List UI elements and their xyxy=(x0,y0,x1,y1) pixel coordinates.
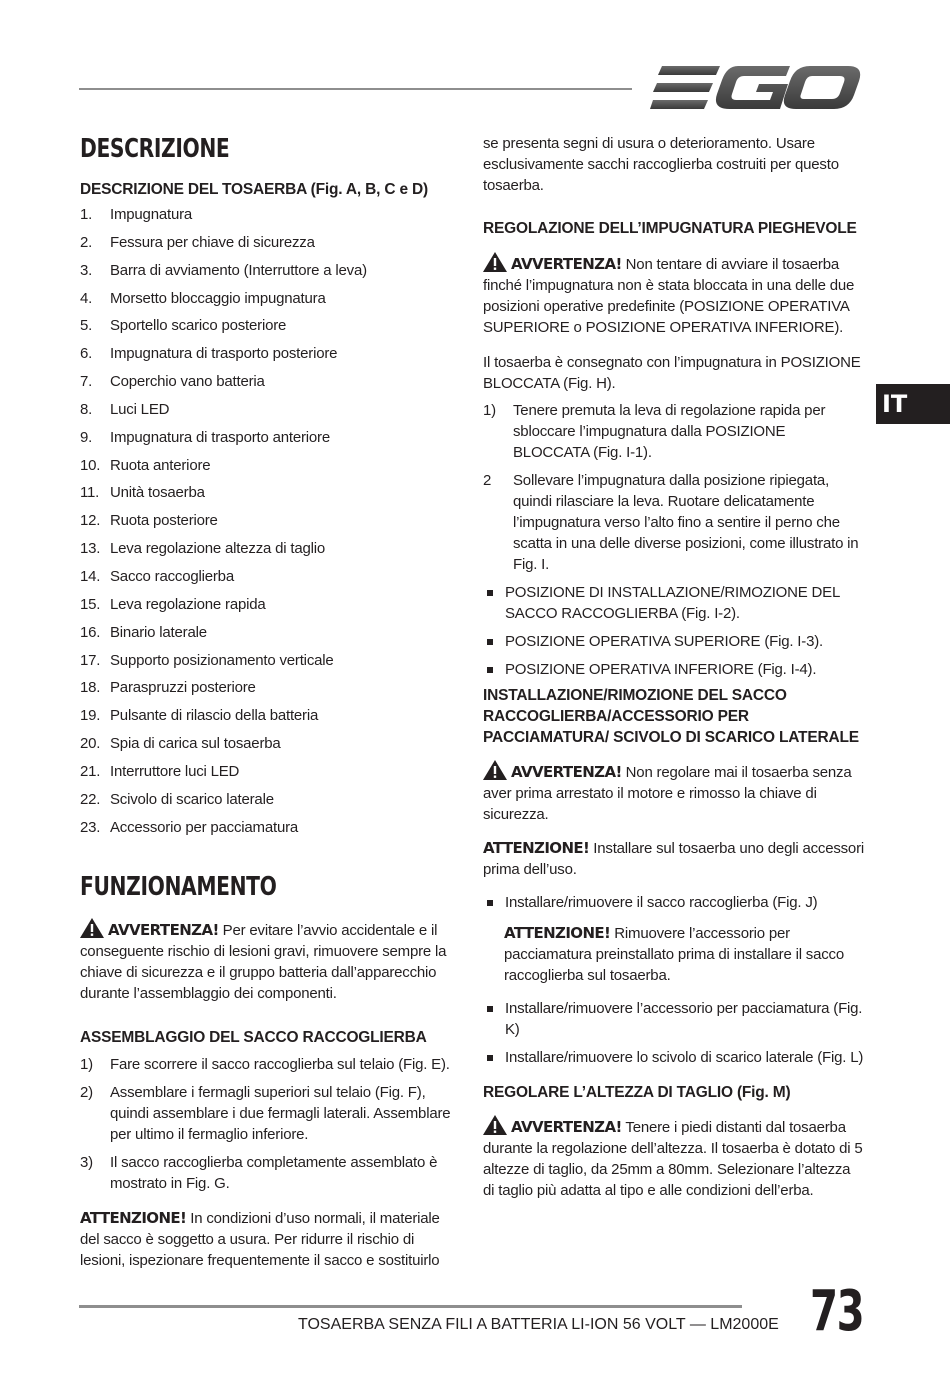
caution-paragraph: ATTENZIONE! In condizioni d’uso normali, il materiale del sacco è soggetto a usura. Per ridurre il rischio di lesioni, ispezionare frequentemente il sacco e sostituirlo xyxy=(80,1209,440,1270)
list-item: 6. Impugnatura di trasporto posteriore xyxy=(80,345,338,363)
parts-list xyxy=(80,204,458,844)
subtitle-altezza-taglio: REGOLARE L’ALTEZZA DI TAGLIO (Fig. M) xyxy=(483,1084,791,1101)
list-item: 1. Impugnatura xyxy=(80,206,193,223)
warning-paragraph: AVVERTENZA! Non tentare di avviare il tosaerba finché l’impugnatura non è stata bloccata in una delle due posizioni operative predefinite (POSIZIONE OPERATIVA SUPERIORE o POSIZIONE OPERATIVA INFERIORE). xyxy=(483,252,865,338)
warning-triangle-icon xyxy=(80,918,104,938)
list-item: 2. Fessura per chiave di sicurezza xyxy=(80,233,315,251)
list-item: 1) Fare scorrere il sacco raccoglierba sul telaio (Fig. E). xyxy=(80,1056,450,1074)
subtitle-installazione: INSTALLAZIONE/RIMOZIONE DEL SACCO RACCOGLIERBA/ACCESSORIO PER PACCIAMATURA/ SCIVOLO DI SCARICO LATERALE xyxy=(483,687,859,746)
list-item: 1) Tenere premuta la leva di regolazione rapida per sbloccare l’impugnatura dalla POSIZIONE BLOCCATA (Fig. I-1). xyxy=(483,402,826,461)
right-column xyxy=(483,133,865,1201)
caution-paragraph: ATTENZIONE! Rimuovere l’accessorio per pacciamatura preinstallato prima di installare il sacco raccoglierba sul tosaerba. xyxy=(504,924,844,984)
subtitle-descrizione-tosaerba: DESCRIZIONE DEL TOSAERBA (Fig. A, B, C e D) xyxy=(80,181,428,198)
list-item: 10. Ruota anteriore xyxy=(80,456,211,474)
list-item: Installare/rimuovere l’accessorio per pacciamatura (Fig. K) xyxy=(483,998,865,1040)
bullet-square-icon xyxy=(487,590,493,596)
footer-rule xyxy=(79,1305,742,1308)
list-item: 7. Coperchio vano batteria xyxy=(80,373,265,391)
warning-paragraph: AVVERTENZA! Non regolare mai il tosaerba senza aver prima arrestato il motore e rimosso la chiave di sicurezza. xyxy=(483,760,865,825)
install-bullets xyxy=(483,998,865,1068)
list-item: 2) Assemblare i fermagli superiori sul telaio (Fig. F), quindi assemblare i due fermagli laterali. Assemblare per ultimo il fermaglio inferiore. xyxy=(80,1084,451,1144)
section-title-descrizione: DESCRIZIONE xyxy=(80,134,230,164)
list-item: Installare/rimuovere il sacco raccoglierba (Fig. J) xyxy=(483,892,865,913)
list-item: 9. Impugnatura di trasporto anteriore xyxy=(80,428,330,446)
header-rule xyxy=(79,88,632,90)
list-item: 19. Pulsante di rilascio della batteria xyxy=(80,707,319,725)
warning-triangle-icon xyxy=(483,252,507,272)
list-item: 5. Sportello scarico posteriore xyxy=(80,317,287,335)
subtitle-assemblaggio: ASSEMBLAGGIO DEL SACCO RACCOGLIERBA xyxy=(80,1029,427,1047)
warning-triangle-icon xyxy=(483,1115,507,1135)
handle-intro: Il tosaerba è consegnato con l’impugnatura in POSIZIONE BLOCCATA (Fig. H). xyxy=(483,354,861,392)
subtitle-impugnatura-pieghevole: REGOLAZIONE DELL’IMPUGNATURA PIEGHEVOLE xyxy=(483,220,857,237)
language-tab: IT xyxy=(876,384,950,424)
handle-steps xyxy=(483,400,865,575)
bullet-square-icon xyxy=(487,900,493,906)
assembly-steps xyxy=(80,1054,458,1194)
warning-paragraph: AVVERTENZA! Tenere i piedi distanti dal tosaerba durante la regolazione dell’altezza. Il tosaerba è dotato di 5 altezze di taglio, da 25mm a 80mm. Selezionare l’altezza di taglio più adatta al tipo e alle condizioni dell’erba. xyxy=(483,1115,865,1201)
list-item: Installare/rimuovere lo scivolo di scarico laterale (Fig. L) xyxy=(483,1047,865,1068)
list-item: 3) Il sacco raccoglierba completamente assemblato è mostrato in Fig. G. xyxy=(80,1154,438,1193)
list-item: 8. Luci LED xyxy=(80,400,170,418)
list-item: 18. Paraspruzzi posteriore xyxy=(80,679,256,697)
left-column xyxy=(80,130,458,1271)
list-item: 21. Interruttore luci LED xyxy=(80,762,240,780)
list-item: POSIZIONE DI INSTALLAZIONE/RIMOZIONE DEL SACCO RACCOGLIERBA (Fig. I-2). xyxy=(483,582,865,624)
warning-paragraph: AVVERTENZA! Per evitare l’avvio accidentale e il conseguente rischio di lesioni gravi, rimuovere sempre la chiave di sicurezza e il gruppo batteria dall’apparecchio durante l’assemblaggio dei componenti. xyxy=(80,918,458,1004)
footer-text: TOSAERBA SENZA FILI A BATTERIA LI-ION 56 VOLT — LM2000E xyxy=(298,1316,779,1333)
list-item: POSIZIONE OPERATIVA INFERIORE (Fig. I-4). xyxy=(483,659,865,680)
bullet-square-icon xyxy=(487,1006,493,1012)
warning-triangle-icon xyxy=(483,760,507,780)
list-item: 12. Ruota posteriore xyxy=(80,512,218,530)
list-item: 2 Sollevare l’impugnatura dalla posizione ripiegata, quindi rilasciare la leva. Ruotare delicatamente l’impugnatura verso l’alto fino a sentire il perno che scatta in una delle diverse posizioni, come illustrato in Fig. I. xyxy=(483,472,859,573)
section-title-funzionamento: FUNZIONAMENTO xyxy=(80,872,277,903)
page-number: 73 xyxy=(810,1279,864,1344)
bullet-square-icon xyxy=(487,1055,493,1061)
list-item: 22. Scivolo di scarico laterale xyxy=(80,790,274,808)
handle-positions xyxy=(483,582,865,680)
list-item: 23. Accessorio per pacciamatura xyxy=(80,818,299,836)
list-item: 20. Spia di carica sul tosaerba xyxy=(80,735,281,753)
list-item: 3. Barra di avviamento (Interruttore a leva) xyxy=(80,261,367,279)
install-bullets xyxy=(483,892,865,913)
list-item: 14. Sacco raccoglierba xyxy=(80,567,234,585)
list-item: 17. Supporto posizionamento verticale xyxy=(80,651,334,669)
list-item: 13. Leva regolazione altezza di taglio xyxy=(80,540,326,558)
continued-paragraph: se presenta segni di usura o deterioramento. Usare esclusivamente sacchi raccoglierba costruiti per questo tosaerba. xyxy=(483,135,839,194)
list-item: POSIZIONE OPERATIVA SUPERIORE (Fig. I-3). xyxy=(483,631,865,652)
bullet-square-icon xyxy=(487,639,493,645)
caution-paragraph: ATTENZIONE! Installare sul tosaerba uno degli accessori prima dell’uso. xyxy=(483,839,865,878)
list-item: 11. Unità tosaerba xyxy=(80,484,205,502)
list-item: 16. Binario laterale xyxy=(80,623,207,641)
list-item: 15. Leva regolazione rapida xyxy=(80,595,266,613)
ego-logo xyxy=(650,64,862,112)
bullet-square-icon xyxy=(487,667,493,673)
list-item: 4. Morsetto bloccaggio impugnatura xyxy=(80,289,326,307)
